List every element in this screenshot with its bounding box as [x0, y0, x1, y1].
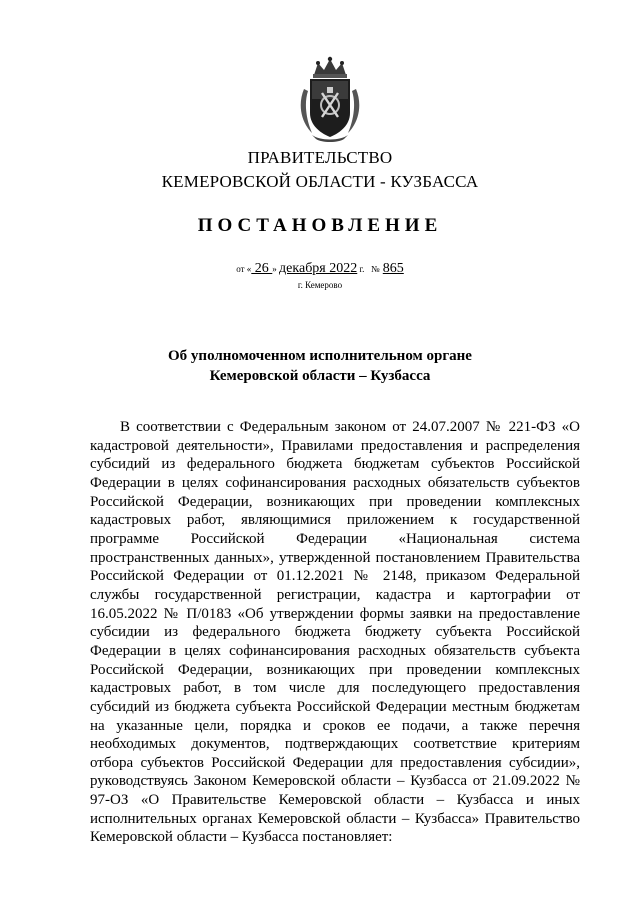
coat-of-arms-icon — [294, 55, 366, 147]
region-title: КЕМЕРОВСКОЙ ОБЛАСТИ - КУЗБАССА — [161, 172, 479, 191]
date-month-year: декабря 2022 — [279, 261, 358, 276]
body-paragraph — [90, 418, 580, 847]
city: г. Кемерово — [297, 280, 343, 290]
date-prefix: от « — [236, 264, 252, 274]
subject-line-2: Кемеровской области – Кузбасса — [209, 368, 431, 384]
government-title: ПРАВИТЕЛЬСТВО — [247, 148, 393, 167]
subject-line-1: Об уполномоченном исполнительном органе — [168, 348, 472, 364]
number-sign: № — [370, 264, 380, 274]
date-line — [0, 260, 640, 277]
date-suffix: г. — [357, 264, 365, 274]
date-day: 26 — [251, 261, 273, 276]
date-mid: » — [272, 264, 280, 274]
document-number: 865 — [382, 261, 404, 276]
document-type: ПОСТАНОВЛЕНИЕ — [197, 215, 443, 236]
body-paragraph-text: В соответствии с Федеральным законом от 24.07.2007 № 221-ФЗ «О кадастровой деятельности», Правилами предоставления и распределения субсидий из федерального бюджета бюджетам субъектов Российской Федерации в целях софинансирования расходных обязательств субъектов Российской Федерации, возникающих при проведении комплексных кадастровых работ, являющимися приложением к государственной программе Российской Федерации «Национальная система пространственных данных», утвержденной постановлением Правительства Российской Федерации от 01.12.2021 № 2148, приказом Федеральной службы государственной регистрации, кадастра и картографии от 16.05.2022 № П/0183 «Об утверждении формы заявки на предоставление субсидии из федерального бюджета бюджету субъекта Российской Федерации в целях софинансирования расходных обязательств субъекта Российской Федерации, возникающих при проведении комплексных кадастровых работ, в том числе для последующего предоставления субсидий из бюджета субъекта Российской Федерации местным бюджетам на указанные цели, порядка и сроков ее подачи, а также перечня необходимых документов, подтверждающих соответствие критериям отбора субъектов Российской Федерации для предоставления субсидии», руководствуясь Законом Кемеровской области – Кузбасса от 21.09.2022 № 97-ОЗ «О Правительстве Кемеровской области – Кузбасса и иных исполнительных органах Кемеровской области – Кузбасса» Правительство Кемеровской области – Кузбасса постановляет: — [90, 419, 580, 846]
